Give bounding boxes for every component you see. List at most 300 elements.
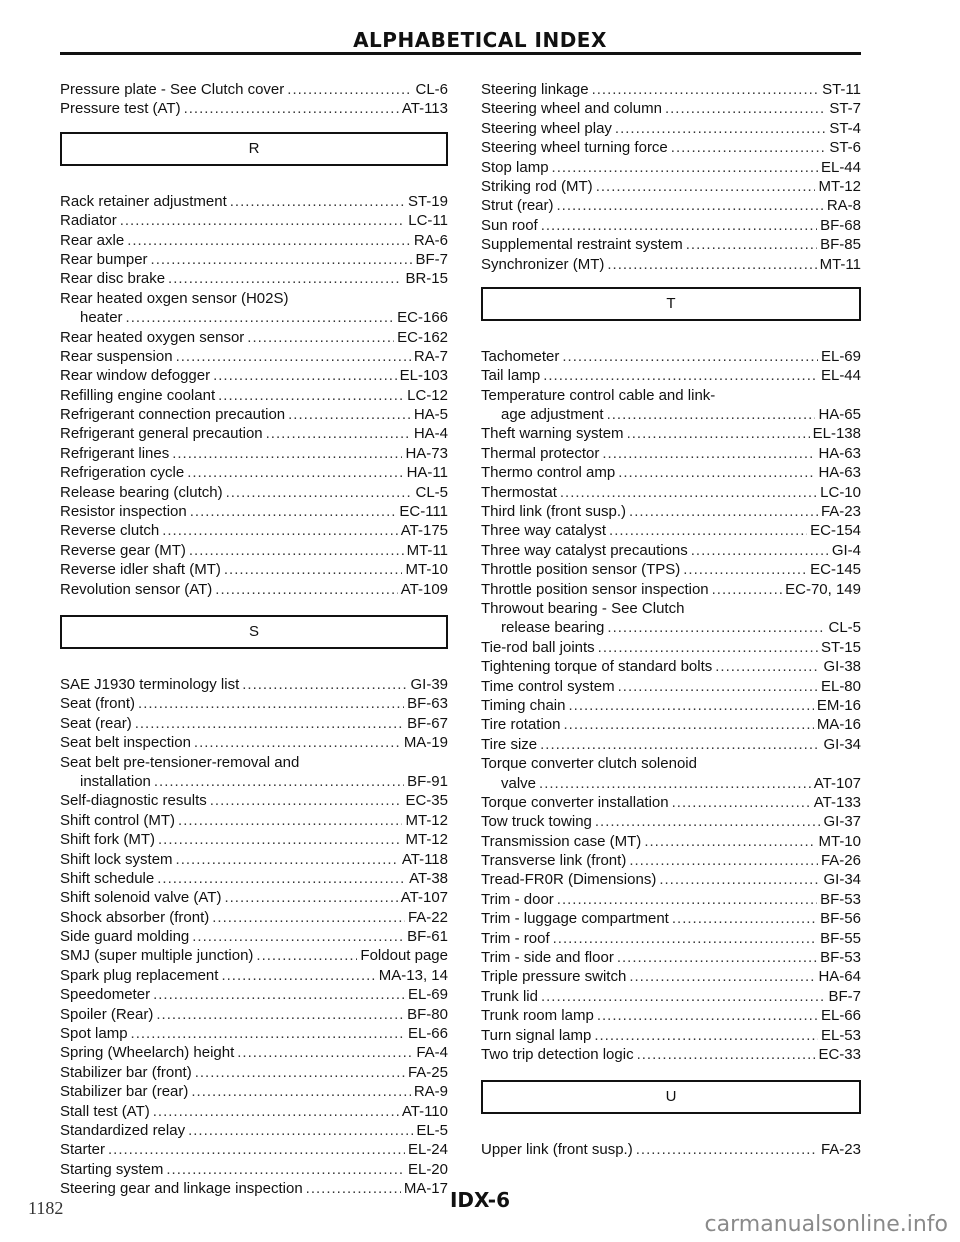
entry-page: AT-107 — [400, 889, 448, 907]
entry-name: Rear suspension — [60, 347, 173, 365]
entry-page: LC-11 — [408, 212, 448, 230]
entry-name: Shift schedule — [60, 869, 155, 887]
entry-page: ST-7 — [829, 100, 861, 118]
entry-page: MT-10 — [405, 561, 448, 579]
entry-page: BF-61 — [407, 928, 448, 946]
watermark: carmanualsonline.info — [704, 1212, 948, 1237]
entry-page: BF-67 — [407, 714, 448, 732]
entry-page: MA-16 — [816, 716, 861, 734]
entry-page: EC-145 — [810, 561, 861, 579]
entry-name: Shift fork (MT) — [60, 831, 156, 849]
index-entry — [60, 347, 448, 366]
page-id: IDX-6 — [449, 1188, 511, 1212]
entry-page: EC-35 — [405, 792, 448, 810]
dot-leader — [563, 715, 813, 734]
dot-leader — [618, 677, 818, 696]
dot-leader — [108, 1140, 405, 1159]
dot-leader — [636, 1140, 818, 1159]
dot-leader — [153, 985, 405, 1004]
entry-page: ST-11 — [822, 81, 861, 98]
entry-name: Trim - side and floor — [481, 949, 614, 967]
index-entry — [60, 308, 448, 327]
entry-name: Spot lamp — [60, 1025, 128, 1043]
index-entry — [481, 255, 861, 274]
dot-leader — [644, 832, 815, 851]
entry-name: Reverse clutch — [60, 522, 160, 540]
entry-page: AT-133 — [813, 793, 861, 811]
dot-leader — [178, 811, 402, 830]
dot-leader — [191, 1082, 410, 1101]
index-entry — [60, 521, 448, 540]
entry-name: Stop lamp — [481, 158, 549, 176]
dot-leader — [126, 308, 395, 327]
entry-name: Three way catalyst — [481, 522, 607, 540]
entry-name: SMJ (super multiple junction) — [60, 947, 254, 965]
dot-leader — [543, 366, 818, 385]
entry-name: Rear window defogger — [60, 367, 211, 385]
index-entry — [60, 386, 448, 405]
index-entry — [481, 366, 861, 385]
entry-page: BF-80 — [407, 1005, 448, 1023]
index-entry — [481, 444, 861, 463]
entry-name: Shift solenoid valve (AT) — [60, 889, 222, 907]
entry-name: Standardized relay — [60, 1121, 186, 1139]
entry-page: LC-10 — [820, 483, 861, 501]
index-entry — [481, 196, 861, 215]
entry-page: EC-70, 149 — [785, 580, 861, 598]
dot-leader — [218, 386, 404, 405]
index-entry — [60, 869, 448, 888]
entry-name: Thermal protector — [481, 444, 600, 462]
index-entry — [60, 463, 448, 482]
dot-leader — [592, 80, 820, 99]
entry-page: BF-56 — [820, 910, 861, 928]
entry-page: LC-12 — [407, 386, 448, 404]
dot-leader — [157, 869, 406, 888]
dot-leader — [158, 830, 402, 849]
entry-page: EL-44 — [820, 158, 861, 176]
entry-page: MA-13, 14 — [378, 966, 448, 984]
index-entry — [481, 541, 861, 560]
index-entry — [60, 1005, 448, 1024]
section-header-t: T — [481, 287, 861, 321]
dot-leader — [615, 119, 826, 138]
entry-name: Tire rotation — [481, 716, 561, 734]
dot-leader — [176, 850, 399, 869]
entry-page: EC-162 — [397, 328, 448, 346]
dot-leader — [602, 444, 815, 463]
dot-leader — [597, 1006, 818, 1025]
entry-page: EC-111 — [399, 503, 448, 521]
entry-name: Steering wheel play — [481, 119, 612, 137]
section-header-s: S — [60, 615, 448, 649]
entry-name: Tail lamp — [481, 367, 541, 385]
index-column-left — [60, 80, 448, 1199]
entry-page: GI-34 — [823, 871, 861, 889]
entry-name: Reverse gear (MT) — [60, 541, 186, 559]
dot-leader — [557, 196, 824, 215]
entry-name: Rear axle — [60, 231, 125, 249]
dot-leader — [256, 946, 357, 965]
dot-leader — [224, 888, 397, 907]
index-entry — [481, 463, 861, 482]
index-entry — [60, 99, 448, 118]
index-entry — [60, 733, 448, 752]
dot-leader — [541, 216, 817, 235]
entry-name: Pressure plate - See Clutch cover — [60, 81, 285, 98]
index-entry — [60, 1024, 448, 1043]
index-entry — [481, 502, 861, 521]
index-entry — [481, 216, 861, 235]
dot-leader — [230, 192, 405, 211]
entry-page: HA-5 — [413, 406, 448, 424]
entry-name: Stabilizer bar (front) — [60, 1063, 192, 1081]
entry-page: EL-103 — [399, 367, 448, 385]
index-entry — [481, 754, 861, 773]
dot-leader — [618, 463, 815, 482]
entry-page: EL-20 — [407, 1160, 448, 1178]
entry-name: Steering wheel and column — [481, 100, 662, 118]
entry-name: Starter — [60, 1141, 106, 1159]
entry-page: BF-63 — [407, 695, 448, 713]
index-entry — [481, 870, 861, 889]
index-entry — [481, 560, 861, 579]
entry-name: Two trip detection logic — [481, 1045, 634, 1063]
entry-page: ST-4 — [829, 119, 861, 137]
entry-name: Tie-rod ball joints — [481, 638, 595, 656]
entry-page: CL-5 — [828, 619, 861, 637]
index-entry — [60, 1121, 448, 1140]
index-entry — [481, 929, 861, 948]
index-entry — [60, 850, 448, 869]
entry-name: Synchronizer (MT) — [481, 255, 605, 273]
entry-page: EC-166 — [397, 309, 448, 327]
entry-name: Thermo control amp — [481, 464, 616, 482]
entry-name: Trim - door — [481, 890, 554, 908]
entry-group — [481, 1140, 861, 1159]
index-entry — [60, 1102, 448, 1121]
entry-page: EL-44 — [820, 367, 861, 385]
dot-leader — [212, 908, 405, 927]
entry-group — [60, 80, 448, 119]
index-entry — [60, 946, 448, 965]
entry-name: Trim - roof — [481, 929, 550, 947]
entry-page: AT-118 — [401, 850, 448, 868]
dot-leader — [539, 774, 811, 793]
index-entry — [60, 966, 448, 985]
entry-page: HA-4 — [413, 425, 448, 443]
dot-leader — [215, 580, 397, 599]
dot-leader — [287, 80, 412, 99]
entry-name: Seat (front) — [60, 695, 136, 713]
dot-leader — [189, 541, 404, 560]
index-entry — [481, 177, 861, 196]
index-entry — [60, 444, 448, 463]
entry-name: Refrigerant connection precaution — [60, 406, 286, 424]
dot-leader — [226, 483, 413, 502]
entry-name: Rear heated oxygen sensor — [60, 328, 245, 346]
entry-name: Stabilizer bar (rear) — [60, 1083, 189, 1101]
dot-leader — [156, 1005, 404, 1024]
index-entry — [60, 1160, 448, 1179]
entry-name: Spring (Wheelarch) height — [60, 1044, 235, 1062]
index-entry — [60, 405, 448, 424]
entry-page: FA-22 — [407, 908, 448, 926]
entry-name: Spoiler (Rear) — [60, 1005, 154, 1023]
index-entry — [481, 715, 861, 734]
dot-leader — [224, 560, 403, 579]
entry-page: ST-6 — [829, 139, 861, 157]
entry-page: EL-69 — [407, 986, 448, 1004]
entry-name: Throttle position sensor (TPS) — [481, 561, 681, 579]
index-entry — [60, 1082, 448, 1101]
entry-page: RA-6 — [413, 231, 448, 249]
dot-leader — [168, 269, 402, 288]
dot-leader — [594, 1026, 818, 1045]
title-rule — [60, 52, 861, 55]
index-entry — [481, 1045, 861, 1064]
entry-name: heater — [80, 309, 123, 327]
index-entry — [60, 811, 448, 830]
entry-name: Rear bumper — [60, 250, 148, 268]
dot-leader — [188, 1121, 413, 1140]
dot-leader — [210, 791, 403, 810]
entry-page: AT-38 — [409, 869, 448, 887]
entry-page: GI-37 — [823, 813, 861, 831]
entry-name: Trim - luggage compartment — [481, 910, 669, 928]
index-entry — [60, 560, 448, 579]
dot-leader — [162, 521, 398, 540]
index-entry — [481, 521, 861, 540]
index-entry — [60, 694, 448, 713]
index-entry — [481, 967, 861, 986]
entry-name: Refrigerant lines — [60, 444, 170, 462]
dot-leader — [691, 541, 829, 560]
dot-leader — [221, 966, 375, 985]
dot-leader — [686, 235, 817, 254]
entry-name: Third link (front susp.) — [481, 503, 627, 521]
entry-name: Steering linkage — [481, 81, 589, 98]
entry-page: EL-69 — [820, 347, 861, 365]
entry-name: Radiator — [60, 212, 117, 230]
index-entry — [60, 675, 448, 694]
entry-name: release bearing — [501, 619, 605, 637]
index-entry — [60, 250, 448, 269]
section-header-u: U — [481, 1080, 861, 1114]
index-entry — [481, 1140, 861, 1159]
index-entry — [60, 753, 448, 772]
entry-name: Upper link (front susp.) — [481, 1141, 633, 1159]
section-header-r: R — [60, 132, 448, 166]
index-entry — [481, 657, 861, 676]
dot-leader — [712, 580, 782, 599]
entry-name: Revolution sensor (AT) — [60, 580, 213, 598]
entry-name: Rack retainer adjustment — [60, 192, 227, 210]
entry-page: ST-15 — [820, 638, 861, 656]
entry-name: Trunk room lamp — [481, 1007, 594, 1025]
entry-page: GI-38 — [823, 658, 861, 676]
index-entry — [60, 269, 448, 288]
entry-name: Steering wheel turning force — [481, 139, 668, 157]
entry-name: Speedometer — [60, 986, 151, 1004]
dot-leader — [596, 177, 816, 196]
index-entry — [481, 618, 861, 637]
entry-page: ST-19 — [407, 192, 448, 210]
entry-page: Foldout page — [360, 947, 448, 965]
entry-page: BF-7 — [415, 250, 448, 268]
index-entry — [60, 192, 448, 211]
dot-leader — [672, 793, 811, 812]
dot-leader — [715, 657, 820, 676]
index-entry — [481, 812, 861, 831]
index-entry — [60, 908, 448, 927]
entry-page: RA-7 — [413, 347, 448, 365]
index-entry — [481, 483, 861, 502]
index-entry — [60, 714, 448, 733]
entry-page: EL-138 — [812, 425, 861, 443]
index-entry — [60, 483, 448, 502]
dot-leader — [552, 158, 818, 177]
entry-name: Side guard molding — [60, 928, 190, 946]
entry-page: BF-53 — [820, 949, 861, 967]
entry-page: EC-33 — [818, 1045, 861, 1063]
entry-page: EM-16 — [816, 696, 861, 714]
dot-leader — [595, 812, 821, 831]
entry-name: valve — [501, 774, 537, 792]
entry-name: Refilling engine coolant — [60, 386, 216, 404]
index-entry — [481, 832, 861, 851]
index-entry — [481, 347, 861, 366]
index-entry — [60, 580, 448, 599]
entry-name: Trunk lid — [481, 987, 538, 1005]
entry-page: MT-11 — [819, 255, 861, 273]
entry-name: Throttle position sensor inspection — [481, 580, 709, 598]
entry-page: EL-53 — [820, 1026, 861, 1044]
entry-name: Throwout bearing - See Clutch — [481, 599, 685, 617]
index-entry — [60, 211, 448, 230]
index-entry — [481, 424, 861, 443]
dot-leader — [629, 967, 815, 986]
entry-name: Seat belt pre-tensioner-removal and — [60, 753, 300, 771]
entry-page: HA-64 — [818, 968, 861, 986]
dot-leader — [131, 1024, 405, 1043]
entry-page: AT-110 — [401, 1102, 448, 1120]
index-column-right — [481, 80, 861, 1160]
entry-page: MT-11 — [406, 541, 448, 559]
entry-name: Release bearing (clutch) — [60, 483, 223, 501]
entry-page: FA-25 — [407, 1063, 448, 1081]
dot-leader — [560, 483, 817, 502]
index-entry — [481, 119, 861, 138]
entry-name: Torque converter installation — [481, 793, 669, 811]
entry-page: MT-12 — [818, 177, 861, 195]
index-entry — [481, 405, 861, 424]
entry-name: Rear heated oxgen sensor (H02S) — [60, 289, 289, 307]
dot-leader — [607, 255, 816, 274]
index-entry — [481, 987, 861, 1006]
dot-leader — [153, 1102, 399, 1121]
index-entry — [60, 830, 448, 849]
index-entry — [60, 289, 448, 308]
dot-leader — [166, 1160, 405, 1179]
dot-leader — [598, 638, 818, 657]
entry-page: BF-68 — [820, 216, 861, 234]
entry-page: GI-39 — [410, 675, 448, 693]
entry-name: Transverse link (front) — [481, 852, 627, 870]
dot-leader — [120, 211, 406, 230]
entry-page: GI-34 — [823, 735, 861, 753]
page-title: ALPHABETICAL INDEX — [353, 28, 607, 52]
dot-leader — [562, 347, 818, 366]
index-entry — [60, 502, 448, 521]
entry-name: Transmission case (MT) — [481, 832, 642, 850]
index-entry — [481, 1006, 861, 1025]
entry-name: Spark plug replacement — [60, 966, 219, 984]
index-entry — [481, 638, 861, 657]
entry-group — [60, 675, 448, 1199]
entry-name: Shift lock system — [60, 850, 173, 868]
dot-leader — [213, 366, 397, 385]
dot-leader — [135, 714, 404, 733]
entry-name: Tire size — [481, 735, 538, 753]
dot-leader — [247, 328, 394, 347]
entry-page: CL-6 — [415, 81, 448, 98]
index-entry — [481, 158, 861, 177]
dot-leader — [607, 618, 825, 637]
entry-page: FA-4 — [416, 1044, 448, 1062]
entry-name: Theft warning system — [481, 425, 624, 443]
dot-leader — [242, 675, 407, 694]
entry-page: BF-53 — [820, 890, 861, 908]
index-entry — [60, 1043, 448, 1062]
entry-name: Seat belt inspection — [60, 734, 191, 752]
entry-page: HA-11 — [406, 464, 448, 482]
entry-page: BF-7 — [828, 987, 861, 1005]
entry-page: BF-85 — [820, 236, 861, 254]
dot-leader — [266, 424, 411, 443]
dot-leader — [617, 948, 817, 967]
entry-name: Pressure test (AT) — [60, 100, 181, 118]
entry-name: Tachometer — [481, 347, 560, 365]
dot-leader — [557, 890, 817, 909]
entry-page: MT-10 — [818, 832, 861, 850]
entry-page: AT-175 — [400, 522, 448, 540]
index-entry — [481, 1026, 861, 1045]
entry-page: EL-24 — [407, 1141, 448, 1159]
entry-name: Temperature control cable and link- — [481, 386, 716, 404]
index-entry — [481, 851, 861, 870]
entry-page: RA-9 — [413, 1083, 448, 1101]
index-entry — [481, 793, 861, 812]
index-entry — [481, 909, 861, 928]
entry-page: MA-17 — [403, 1180, 448, 1198]
index-entry — [481, 99, 861, 118]
entry-page: EL-80 — [820, 677, 861, 695]
entry-page: BF-91 — [407, 772, 448, 790]
dot-leader — [187, 463, 403, 482]
entry-page: FA-23 — [820, 1141, 861, 1159]
index-entry — [481, 599, 861, 618]
dot-leader — [629, 851, 818, 870]
dot-leader — [138, 694, 404, 713]
dot-leader — [288, 405, 411, 424]
entry-page: FA-26 — [820, 852, 861, 870]
dot-leader — [194, 733, 401, 752]
index-entry — [60, 541, 448, 560]
index-entry — [481, 948, 861, 967]
entry-group — [481, 80, 861, 274]
dot-leader — [672, 909, 817, 928]
